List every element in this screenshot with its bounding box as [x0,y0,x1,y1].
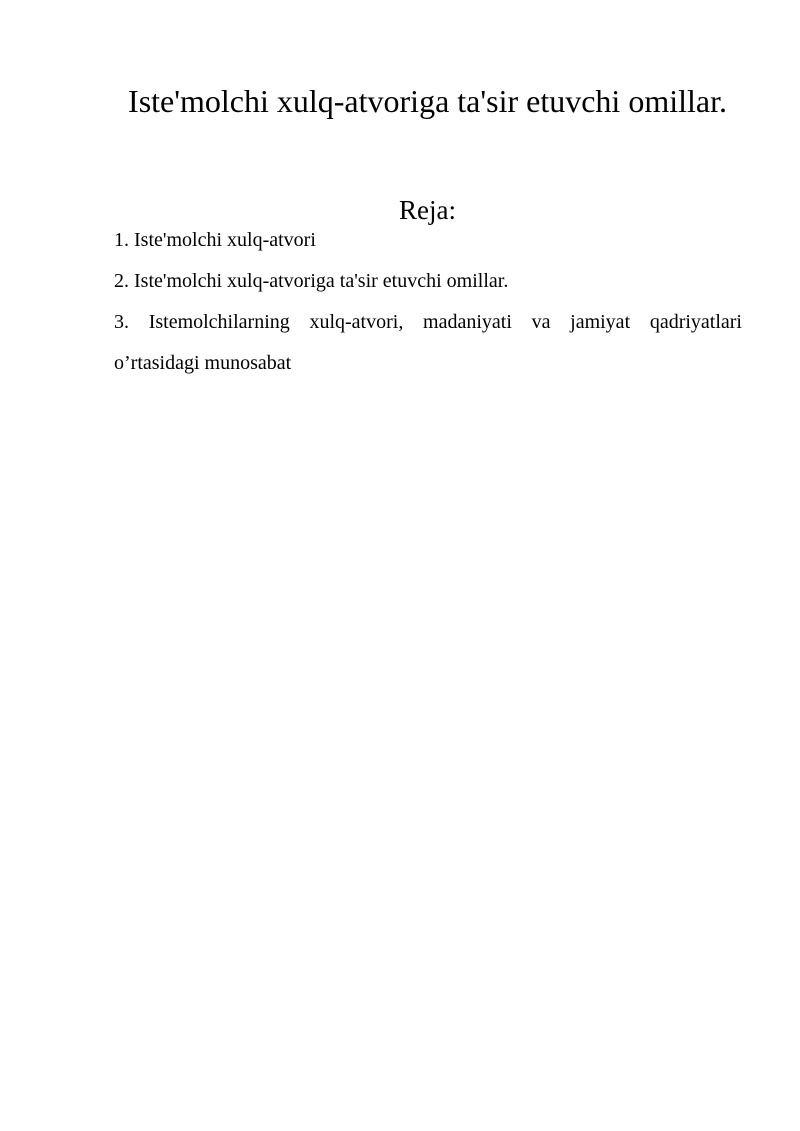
plan-item: 3. Istemolchilarning xulq-atvori, madaniyati va jamiyat qadriyatlari o’rtasidagi munosabat [114,311,742,374]
plan-item: 1. Iste'molchi xulq-atvori [114,229,316,251]
plan-heading: Reja: [399,195,456,225]
plan-item: 2. Iste'molchi xulq-atvoriga ta'sir etuvchi omillar. [114,270,509,292]
plan-list [114,227,742,398]
document-title: Iste'molchi xulq-atvoriga ta'sir etuvchi omillar. [128,83,727,119]
